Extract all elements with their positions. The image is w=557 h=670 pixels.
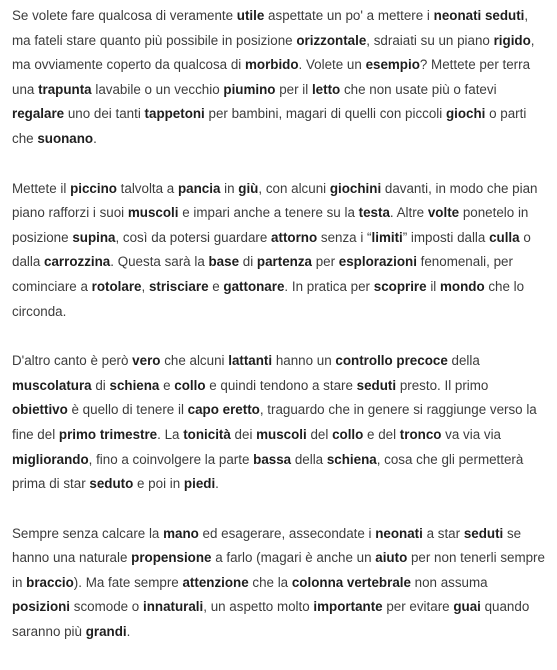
paragraph-2 — [12, 177, 547, 325]
bold-term: mano — [163, 525, 199, 541]
text-run: della — [447, 353, 480, 369]
bold-term: seduti — [463, 525, 504, 541]
text-run: ? Mettete per terra una — [12, 57, 531, 97]
text-run: per evitare — [382, 599, 454, 615]
bold-term: testa — [358, 205, 390, 221]
text-run: che la — [248, 574, 292, 590]
text-run: a farlo (magari è anche un — [211, 550, 376, 566]
bold-term: primo trimestre — [58, 426, 158, 442]
text-run: , sdraiati su un piano — [366, 32, 494, 48]
text-run: , — [141, 278, 149, 294]
text-run: senza i “ — [317, 229, 372, 245]
bold-term: morbido — [244, 57, 299, 73]
bold-term: giochini — [329, 180, 382, 196]
bold-term: guai — [453, 599, 481, 615]
bold-term: piumino — [223, 81, 276, 97]
text-run: per il — [275, 81, 312, 97]
text-run: ed esagerare, assecondate i — [198, 525, 376, 541]
text-run: hanno un — [272, 353, 336, 369]
text-run: . Altre — [389, 205, 428, 221]
text-run: . La — [157, 426, 184, 442]
text-run: Sempre senza calcare la — [12, 525, 164, 541]
text-run: di — [91, 377, 110, 393]
bold-term: lattanti — [228, 353, 273, 369]
text-run: e — [159, 377, 175, 393]
bold-term: schiena — [326, 451, 377, 467]
text-run: D'altro canto è però — [12, 353, 133, 369]
text-run: di — [239, 254, 257, 270]
bold-term: tappetoni — [144, 106, 205, 122]
bold-term: obiettivo — [12, 402, 68, 418]
bold-term: collo — [332, 426, 364, 442]
text-run: che non usate più o fatevi — [340, 81, 497, 97]
bold-term: base — [208, 254, 240, 270]
text-run: Se volete fare qualcosa di veramente — [12, 8, 237, 23]
bold-term: braccio — [26, 574, 74, 590]
bold-term: vero — [132, 353, 161, 369]
bold-term: suonano — [37, 130, 94, 146]
text-run: che lo circonda. — [12, 278, 525, 319]
text-run: presto. Il primo — [396, 377, 489, 393]
text-run: . — [93, 130, 97, 146]
bold-term: grandi — [85, 624, 127, 640]
bold-term: limiti — [371, 229, 403, 245]
bold-term: muscolatura — [12, 377, 92, 393]
text-run: . — [215, 476, 219, 492]
bold-term: rotolare — [91, 278, 142, 294]
text-run: ” imposti dalla — [402, 229, 490, 245]
bold-term: trapunta — [38, 81, 92, 97]
bold-term: migliorando — [12, 451, 89, 467]
text-run: e poi in — [133, 476, 184, 492]
bold-term: neonati — [375, 525, 423, 541]
bold-term: propensione — [131, 550, 212, 566]
bold-term: gattonare — [223, 278, 285, 294]
bold-term: posizioni — [12, 599, 71, 615]
text-run: a star — [422, 525, 464, 541]
text-run: e — [208, 278, 224, 294]
bold-term: schiena — [109, 377, 160, 393]
bold-term: volte — [427, 205, 460, 221]
bold-term: neonati seduti — [433, 8, 525, 23]
text-run: . — [126, 624, 131, 640]
bold-term: attenzione — [182, 574, 249, 590]
text-run: ). Ma fate sempre — [73, 574, 183, 590]
paragraph-4 — [12, 522, 547, 645]
text-run: dei — [230, 426, 257, 442]
text-run: , così da potersi guardare — [115, 229, 272, 245]
bold-term: capo eretto — [187, 402, 260, 418]
text-run: è quello di tenere il — [67, 402, 188, 418]
bold-term: bassa — [253, 451, 292, 467]
text-run: per non tenerli sempre in — [12, 550, 545, 590]
text-run: va via via — [441, 426, 501, 442]
bold-term: carrozzina — [44, 254, 111, 270]
text-run: non assuma — [410, 574, 488, 590]
bold-term: tonicità — [183, 426, 231, 442]
bold-term: collo — [174, 377, 206, 393]
bold-term: utile — [236, 8, 265, 23]
bold-term: partenza — [256, 254, 312, 270]
bold-term: culla — [489, 229, 520, 245]
bold-term: aiuto — [375, 550, 408, 566]
text-run: , ma ovviamente coperto da qualcosa di — [12, 32, 535, 73]
text-run: . Volete un — [298, 57, 366, 73]
text-run: quando saranno più — [12, 599, 530, 640]
text-run: della — [291, 451, 327, 467]
text-run: , con alcuni — [258, 180, 330, 196]
bold-term: regalare — [12, 106, 65, 122]
text-run: per bambini, magari di quelli con piccoli — [204, 106, 446, 122]
text-run: lavabile o un vecchio — [91, 81, 224, 97]
text-run: , traguardo che in genere si raggiunge verso la fine del — [12, 402, 537, 442]
text-run: ponetelo in posizione — [12, 205, 529, 245]
bold-term: pancia — [177, 180, 221, 196]
bold-term: supina — [72, 229, 116, 245]
bold-term: controllo precoce — [335, 353, 448, 369]
text-run: , fino a coinvolgere la parte — [88, 451, 254, 467]
bold-term: esplorazioni — [338, 254, 417, 270]
text-run: il — [426, 278, 440, 294]
text-run: e quindi tendono a stare — [205, 377, 357, 393]
text-run: e impari anche a tenere su la — [178, 205, 359, 221]
bold-term: mondo — [440, 278, 485, 294]
bold-term: piccino — [70, 180, 117, 196]
text-run: e del — [363, 426, 400, 442]
text-run: davanti, in modo che pian piano rafforzi i suoi — [12, 180, 538, 221]
bold-term: strisciare — [148, 278, 209, 294]
text-run: . Questa sarà la — [110, 254, 209, 270]
text-run: se hanno una naturale — [12, 525, 522, 566]
text-run: , un aspetto molto — [203, 599, 314, 615]
bold-term: piedi — [183, 476, 216, 492]
text-run: per — [311, 254, 339, 270]
text-run: talvolta a — [116, 180, 178, 196]
paragraph-3 — [12, 349, 547, 497]
bold-term: giochi — [445, 106, 486, 122]
bold-term: muscoli — [256, 426, 307, 442]
paragraph-1 — [12, 4, 547, 152]
text-run: scomode o — [70, 599, 143, 615]
text-run: fenomenali, per cominciare a — [12, 254, 513, 294]
text-run: del — [306, 426, 333, 442]
text-run: Mettete il — [12, 180, 71, 196]
text-run: aspettate un po' a mettere i — [264, 8, 434, 23]
bold-term: giù — [238, 180, 259, 196]
text-run: uno dei tanti — [64, 106, 145, 122]
text-run: . In pratica per — [284, 278, 374, 294]
bold-term: esempio — [365, 57, 420, 73]
bold-term: tronco — [399, 426, 442, 442]
bold-term: attorno — [271, 229, 318, 245]
text-run: in — [220, 180, 239, 196]
text-run: o parti che — [12, 106, 527, 146]
bold-term: rigido — [493, 32, 531, 48]
text-run: o dalla — [12, 229, 531, 270]
bold-term: letto — [311, 81, 341, 97]
text-run: che alcuni — [160, 353, 229, 369]
bold-term: orizzontale — [296, 32, 367, 48]
bold-term: importante — [313, 599, 383, 615]
bold-term: scoprire — [373, 278, 427, 294]
text-run: , ma fateli stare quanto più possibile in posizione — [12, 8, 529, 48]
bold-term: colonna vertebrale — [291, 574, 411, 590]
bold-term: seduto — [89, 476, 134, 492]
bold-term: muscoli — [127, 205, 179, 221]
text-run: , cosa che gli permetterà prima di star — [12, 451, 524, 492]
bold-term: seduti — [356, 377, 397, 393]
bold-term: innaturali — [142, 599, 204, 615]
